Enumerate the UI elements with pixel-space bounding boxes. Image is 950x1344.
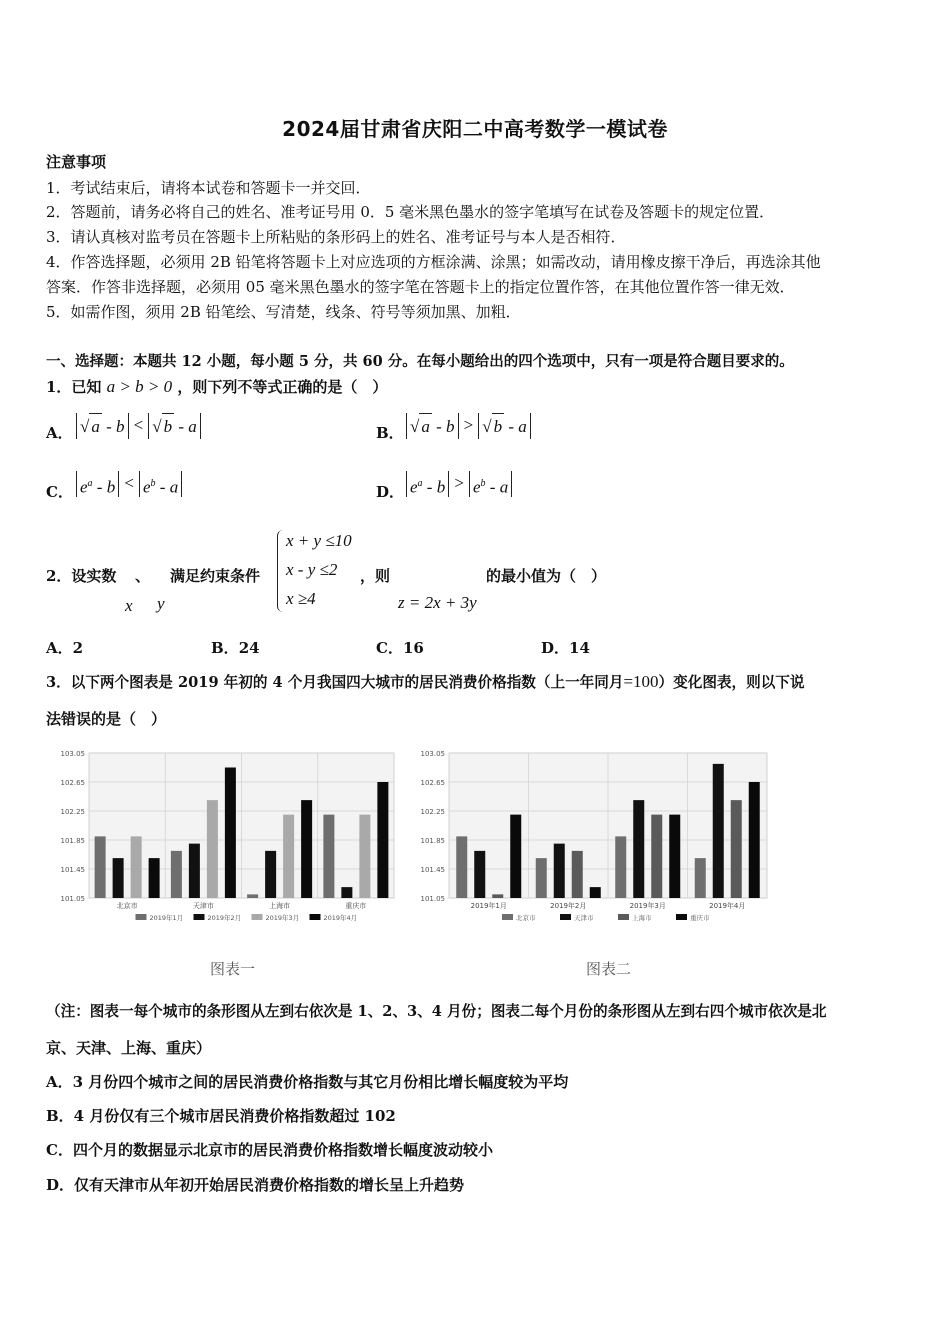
y-tick-label: 102.65 <box>420 779 445 787</box>
bar <box>171 851 182 898</box>
q1-c-left-base: e <box>80 477 88 497</box>
q1-a-left-radicand: a <box>89 413 102 440</box>
q2-option-b-value: 24 <box>238 639 260 657</box>
q1-option-a: √ a - b < √ b - a <box>76 413 201 439</box>
q2-stem-prefix: 2．设实数 <box>46 567 117 585</box>
legend-swatch <box>618 914 629 920</box>
legend-label: 北京市 <box>516 914 536 922</box>
q1-d-left-exp: a <box>417 478 423 489</box>
q1-option-a-label: A． <box>46 424 73 442</box>
q1-c-left-minus: - b <box>96 477 116 497</box>
q2-option-c <box>376 638 424 658</box>
q2-option-c-label: C． <box>376 639 403 657</box>
notice-5: 5．如需作图，须用 2B 铅笔绘、写清楚，线条、符号等须加黑、加粗． <box>46 303 521 321</box>
legend-swatch <box>502 914 513 920</box>
q1-stem <box>46 377 387 397</box>
x-tick-label: 天津市 <box>192 902 214 910</box>
q2-option-d-value: 14 <box>569 639 590 657</box>
q1-d-op: > <box>454 473 464 493</box>
q1-option-c <box>76 471 182 497</box>
bar <box>510 815 521 898</box>
section-heading: 一、选择题：本题共 12 小题，每小题 5 分，共 60 分。在每小题给出的四个选项中，只有一项是符合题目要求的。 <box>46 353 794 370</box>
x-tick-label: 2019年1月 <box>470 902 507 910</box>
y-tick-label: 101.05 <box>60 895 85 903</box>
q2-option-b <box>211 638 260 658</box>
q2-constraint-2: x - y ≤2 <box>286 560 338 579</box>
bar <box>615 836 626 898</box>
bar <box>323 815 334 898</box>
legend-swatch <box>252 914 263 920</box>
bar <box>341 887 352 898</box>
q1-option-b-label: B． <box>376 424 404 442</box>
q2-constraint-1: x + y ≤10 <box>286 531 352 550</box>
y-tick-label: 103.05 <box>420 750 445 758</box>
q1-option-d-label: D． <box>376 483 405 501</box>
q1-c-right-base: e <box>143 477 151 497</box>
bar <box>301 800 312 898</box>
q3-stem <box>46 672 805 693</box>
legend-label: 2019年3月 <box>265 914 300 922</box>
q1-c-right-minus: - a <box>159 477 179 497</box>
bar <box>554 844 565 898</box>
legend-label: 重庆市 <box>690 914 710 922</box>
bar <box>377 782 388 898</box>
bar <box>713 764 724 898</box>
q1-d-right-exp: b <box>480 478 486 489</box>
q2-option-a-value: 2 <box>72 639 84 657</box>
page-title: 2024届甘肃省庆阳二中高考数学一模试卷 <box>282 117 668 141</box>
q2-system-brace <box>277 530 284 612</box>
q3-stem-a: 3．以下两个图表是 2019 年初的 4 个月我国四大城市的居民消费价格指数（上一年同月 <box>46 674 624 691</box>
q2-stem-constraint-label: 满足约束条件 <box>170 567 261 585</box>
bar <box>283 815 294 898</box>
q1-d-right-base: e <box>473 477 481 497</box>
notice-4-cont: 答案．作答非选择题，必须用 05 毫米黑色墨水的签字笔在答题卡上的指定位置作答，在其他位置作答一律无效． <box>46 278 795 296</box>
q2-stem-then: ，则 <box>360 567 391 585</box>
q1-b-op: > <box>463 415 474 435</box>
bar <box>572 851 583 898</box>
q2-stem-sep: 、 <box>135 567 151 585</box>
q2-option-d-label: D． <box>541 639 570 657</box>
chart-2 <box>413 745 771 930</box>
x-tick-label: 重庆市 <box>345 902 367 910</box>
bar <box>207 800 218 898</box>
y-tick-label: 101.45 <box>420 866 445 874</box>
q1-a-right-radicand: b <box>162 413 175 440</box>
notice-3: 3．请认真核对监考员在答题卡上所粘贴的条形码上的姓名、准考证号与本人是否相符． <box>46 228 626 246</box>
legend-swatch <box>676 914 687 920</box>
chart-1-caption: 图表一 <box>210 960 256 978</box>
bar <box>247 894 258 898</box>
q1-d-left-minus: - b <box>426 477 446 497</box>
q2-option-d <box>541 638 590 658</box>
bar <box>536 858 547 898</box>
q1-b-left-radicand: a <box>419 413 432 440</box>
bar <box>265 851 276 898</box>
q3-option-b: B．4 月份仅有三个城市居民消费价格指数超过 102 <box>46 1107 396 1125</box>
q3-option-c: C．四个月的数据显示北京市的居民消费价格指数增长幅度波动较小 <box>46 1141 493 1159</box>
q3-option-a: A．3 月份四个城市之间的居民消费价格指数与其它月份相比增长幅度较为平均 <box>46 1073 569 1091</box>
legend-label: 2019年1月 <box>149 914 184 922</box>
notice-2: 2．答题前，请务必将自己的姓名、准考证号用 0．5 毫米黑色墨水的签字笔填写在试卷及答题卡的规定位置． <box>46 203 775 221</box>
bar <box>131 836 142 898</box>
legend-swatch <box>310 914 321 920</box>
q1-b-right-minus: - a <box>508 417 527 436</box>
q2-constraint-3: x ≥4 <box>286 589 316 608</box>
q1-a-right-minus: - a <box>178 417 197 436</box>
bar <box>731 800 742 898</box>
legend-label: 上海市 <box>632 914 652 922</box>
q3-note-1: （注：图表一每个城市的条形图从左到右依次是 1、2、3、4 月份；图表二每个月份的条形图从左到右四个城市依次是北 <box>46 1003 827 1020</box>
q2-stem-suffix: 的最小值为（ ） <box>486 567 607 585</box>
q3-stem-cont: 法错误的是（ ） <box>46 710 167 728</box>
chart-1 <box>53 745 398 930</box>
y-tick-label: 101.85 <box>60 837 85 845</box>
bar <box>669 815 680 898</box>
bar <box>225 768 236 899</box>
legend-swatch <box>136 914 147 920</box>
x-tick-label: 2019年2月 <box>550 902 587 910</box>
q3-eq100: =100 <box>623 672 659 691</box>
q1-a-left-minus: - b <box>106 417 125 436</box>
q1-c-op: < <box>124 473 134 493</box>
bar <box>633 800 644 898</box>
notice-title: 注意事项 <box>46 153 107 171</box>
bar <box>474 851 485 898</box>
bar <box>492 894 503 898</box>
q2-option-a-label: A． <box>46 639 73 657</box>
y-tick-label: 101.05 <box>420 895 445 903</box>
q1-d-right-minus: - a <box>489 477 509 497</box>
q1-stem-prefix: 1．已知 <box>46 378 102 396</box>
chart-2-caption: 图表二 <box>586 960 632 978</box>
bar <box>113 858 124 898</box>
q3-stem-b: ）变化图表，则以下说 <box>658 674 805 691</box>
y-tick-label: 102.25 <box>60 808 85 816</box>
y-tick-label: 101.85 <box>420 837 445 845</box>
x-tick-label: 2019年4月 <box>709 902 746 910</box>
notice-4: 4．作答选择题，必须用 2B 铅笔将答题卡上对应选项的方框涂满、涂黑；如需改动，请用橡皮擦干净后，再选涂其他 <box>46 253 821 271</box>
legend-swatch <box>194 914 205 920</box>
y-tick-label: 101.45 <box>60 866 85 874</box>
q1-option-b: √ a - b > √ b - a <box>406 413 531 439</box>
notice-1: 1．考试结束后，请将本试卷和答题卡一并交回． <box>46 179 371 197</box>
legend-swatch <box>560 914 571 920</box>
q2-option-b-label: B． <box>211 639 239 657</box>
bar <box>189 844 200 898</box>
q1-d-left-base: e <box>410 477 418 497</box>
q3-option-d: D．仅有天津市从年初开始居民消费价格指数的增长呈上升趋势 <box>46 1176 465 1194</box>
q3-note-2: 京、天津、上海、重庆） <box>46 1039 212 1057</box>
x-tick-label: 2019年3月 <box>629 902 666 910</box>
bar <box>95 836 106 898</box>
y-tick-label: 102.65 <box>60 779 85 787</box>
bar <box>651 815 662 898</box>
q1-c-left-exp: a <box>87 478 93 489</box>
bar <box>590 887 601 898</box>
bar <box>456 836 467 898</box>
bar <box>749 782 760 898</box>
q1-option-c-label: C． <box>46 483 73 501</box>
q1-a-op: < <box>133 415 144 435</box>
legend-label: 2019年2月 <box>207 914 242 922</box>
q1-c-right-exp: b <box>150 478 156 489</box>
y-tick-label: 102.25 <box>420 808 445 816</box>
bar <box>149 858 160 898</box>
bar <box>359 815 370 898</box>
q2-var-x: x <box>125 596 133 615</box>
y-tick-label: 103.05 <box>60 750 85 758</box>
x-tick-label: 上海市 <box>269 902 291 910</box>
q2-var-y: y <box>157 594 165 613</box>
q1-condition: a > b > 0 <box>106 377 173 396</box>
q2-option-a <box>46 638 83 658</box>
q1-stem-suffix: ，则下列不等式正确的是（ ） <box>177 378 388 396</box>
x-tick-label: 北京市 <box>116 902 138 910</box>
q1-b-left-minus: - b <box>436 417 455 436</box>
q2-option-c-value: 16 <box>402 639 424 657</box>
q1-b-right-radicand: b <box>492 413 505 440</box>
q2-objective: z = 2x + 3y <box>398 593 477 612</box>
q1-option-d <box>406 471 512 497</box>
legend-label: 天津市 <box>574 914 594 922</box>
legend-label: 2019年4月 <box>323 914 358 922</box>
bar <box>695 858 706 898</box>
